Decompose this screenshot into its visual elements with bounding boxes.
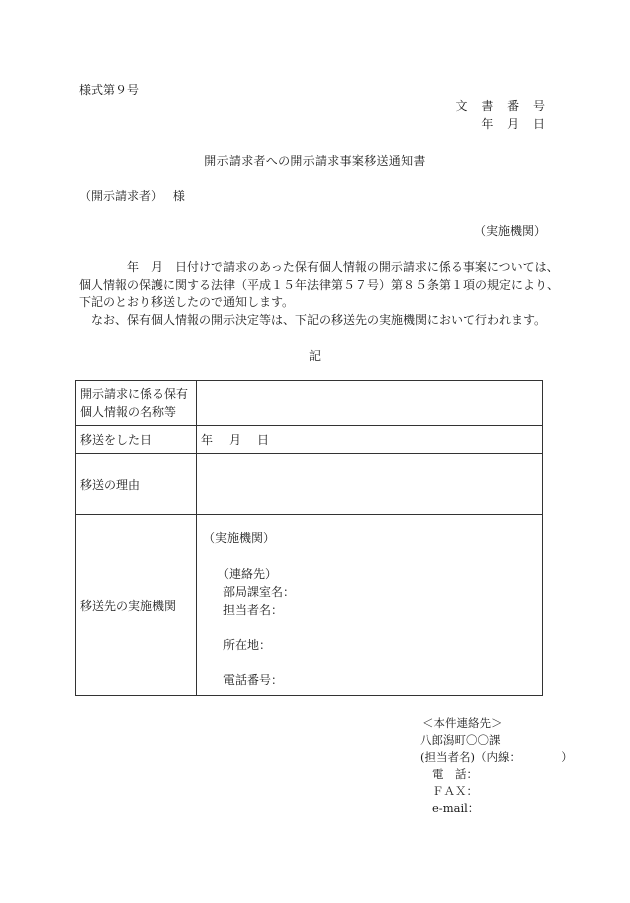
dest-person: 担当者名： <box>223 603 284 617</box>
recipient: （開示請求者） 様 <box>79 189 185 203</box>
table-row <box>76 454 543 515</box>
form-number: 様式第９号 <box>79 83 140 97</box>
row1-label-line2: 個人情報の名称等 <box>80 405 177 419</box>
sender-agency: （実施機関） <box>473 224 546 238</box>
dest-agency: （実施機関） <box>203 531 276 545</box>
body-line-2: 個人情報の保護に関する法律（平成１５年法律第５７号）第８５条第１項の規定により、 <box>79 277 560 292</box>
dest-contact: （連絡先） <box>217 567 278 581</box>
body-line-4: なお、保有個人情報の開示決定等は、下記の移送先の実施機関において行われます。 <box>91 312 547 327</box>
contact-heading: ＜本件連絡先＞ <box>422 716 503 730</box>
body-line-3: 下記のとおり移送したので通知します。 <box>79 295 295 309</box>
row4-label-text: 移送先の実施機関 <box>80 598 177 613</box>
document-title: 開示請求者への開示請求事案移送通知書 <box>204 154 426 168</box>
row1-label-line1: 開示請求に係る保有 <box>80 387 189 401</box>
dest-department: 部局課室名： <box>223 585 296 599</box>
transfer-date: 年 月 日 <box>201 433 272 447</box>
row3-value <box>197 454 543 515</box>
contact-fax: ＦＡＸ： <box>432 784 478 798</box>
body-line-1: 年 月 日付けで請求のあった保有個人情報の開示請求に係る事案については、 <box>127 260 559 274</box>
contact-email: e-mail： <box>432 801 480 815</box>
row3-label-text: 移送の理由 <box>80 477 141 492</box>
row4-value <box>197 515 543 696</box>
table-row <box>76 515 543 696</box>
dest-phone: 電話番号： <box>223 673 284 687</box>
contact-office: 八郎潟町〇〇課 <box>420 733 501 747</box>
row4-label <box>76 515 197 696</box>
contact-phone: 電 話： <box>432 767 478 781</box>
contact-block <box>420 715 573 817</box>
document-date: 年 月 日 <box>481 117 550 131</box>
row2-label <box>76 426 197 454</box>
row1-value <box>197 381 543 426</box>
row2-value <box>197 426 543 454</box>
dest-address: 所在地： <box>223 638 272 652</box>
table-row <box>76 426 543 454</box>
document-number: 文 書 番 号 <box>455 99 550 113</box>
transfer-table <box>75 380 543 696</box>
row2-label-text: 移送をした日 <box>80 433 153 447</box>
contact-person: (担当者名)（内線： ） <box>420 750 573 764</box>
table-row <box>76 381 543 426</box>
body-text <box>79 259 560 329</box>
row3-label <box>76 454 197 515</box>
row1-label <box>76 381 197 426</box>
ki-heading: 記 <box>308 349 321 363</box>
